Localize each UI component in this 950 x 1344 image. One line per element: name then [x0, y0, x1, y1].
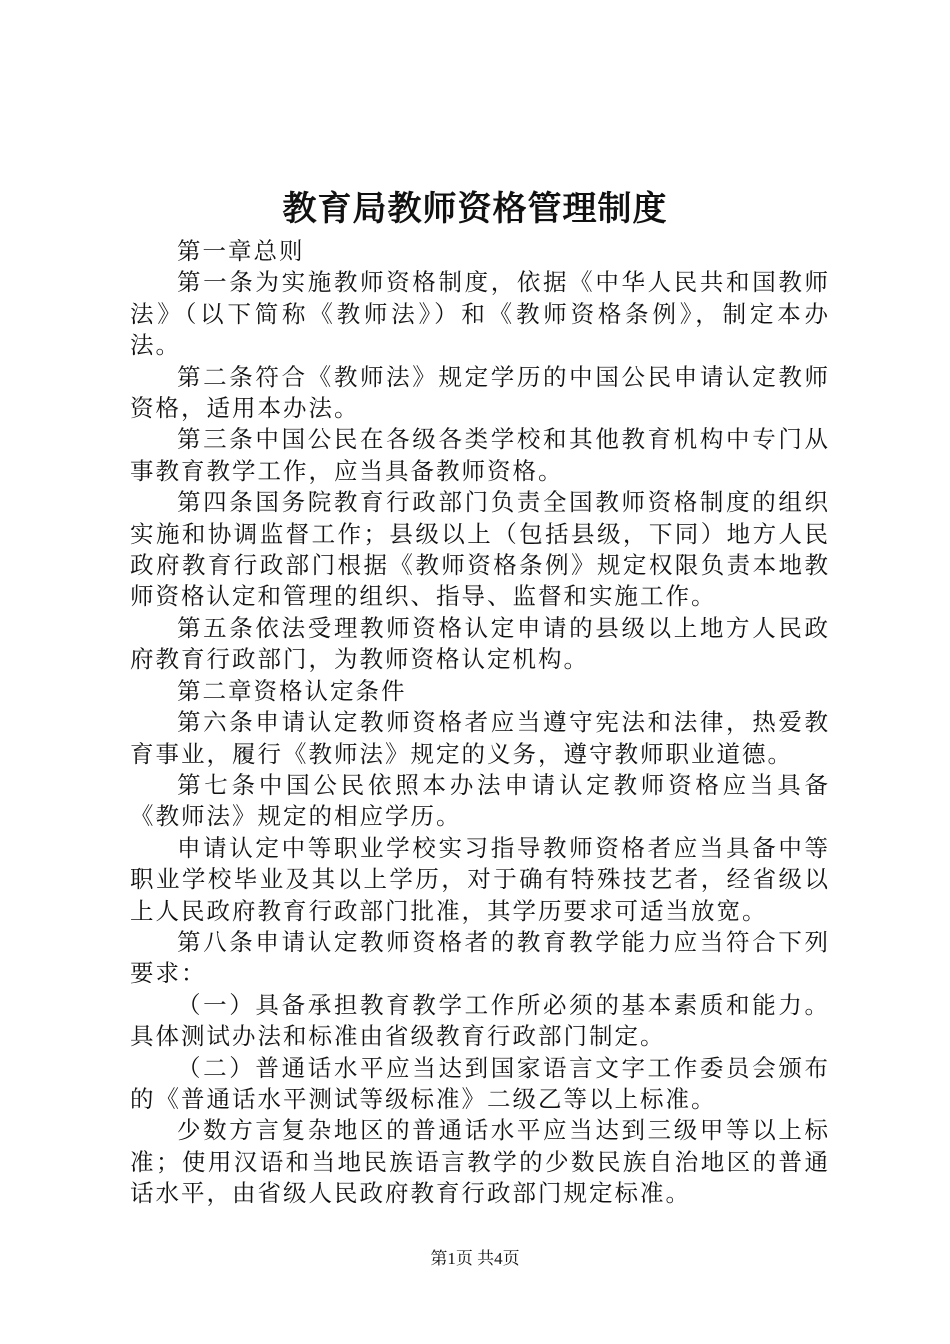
- article-paragraph: 第一条为实施教师资格制度，依据《中华人民共和国教师法》（以下简称《教师法》）和《教师资格条例》，制定本办法。: [130, 268, 830, 360]
- document-title: 教育局教师资格管理制度: [282, 189, 668, 229]
- document-body: [130, 236, 830, 1210]
- article-paragraph: 第五条依法受理教师资格认定申请的县级以上地方人民政府教育行政部门，为教师资格认定机构。: [130, 613, 830, 674]
- article-paragraph: （一）具备承担教育教学工作所必须的基本素质和能力。具体测试办法和标准由省级教育行政部门制定。: [130, 990, 830, 1051]
- article-paragraph: 第七条中国公民依照本办法申请认定教师资格应当具备《教师法》规定的相应学历。: [130, 770, 830, 831]
- article-paragraph: 申请认定中等职业学校实习指导教师资格者应当具备中等职业学校毕业及其以上学历，对于确有特殊技艺者，经省级以上人民政府教育行政部门批准，其学历要求可适当放宽。: [130, 833, 830, 925]
- article-paragraph: （二）普通话水平应当达到国家语言文字工作委员会颁布的《普通话水平测试等级标准》二级乙等以上标准。: [130, 1053, 830, 1113]
- page-number: 第1页 共4页: [430, 1249, 520, 1268]
- chapter-heading: 第一章总则: [177, 237, 305, 265]
- article-paragraph: 第三条中国公民在各级各类学校和其他教育机构中专门从事教育教学工作，应当具备教师资格。: [130, 425, 830, 485]
- article-paragraph: 第四条国务院教育行政部门负责全国教师资格制度的组织实施和协调监督工作；县级以上（包括县级，下同）地方人民政府教育行政部门根据《教师资格条例》规定权限负责本地教师资格认定和管理的组织、指导、监督和实施工作。: [130, 488, 830, 611]
- article-paragraph: 第八条申请认定教师资格者的教育教学能力应当符合下列要求：: [130, 927, 830, 988]
- article-paragraph: 少数方言复杂地区的普通话水平应当达到三级甲等以上标准；使用汉语和当地民族语言教学的少数民族自治地区的普通话水平，由省级人民政府教育行政部门规定标准。: [130, 1116, 830, 1208]
- article-paragraph: 第二条符合《教师法》规定学历的中国公民申请认定教师资格，适用本办法。: [130, 362, 830, 423]
- chapter-heading: 第二章资格认定条件: [177, 676, 407, 705]
- article-paragraph: 第六条申请认定教师资格者应当遵守宪法和法律，热爱教育事业，履行《教师法》规定的义务，遵守教师职业道德。: [130, 708, 830, 768]
